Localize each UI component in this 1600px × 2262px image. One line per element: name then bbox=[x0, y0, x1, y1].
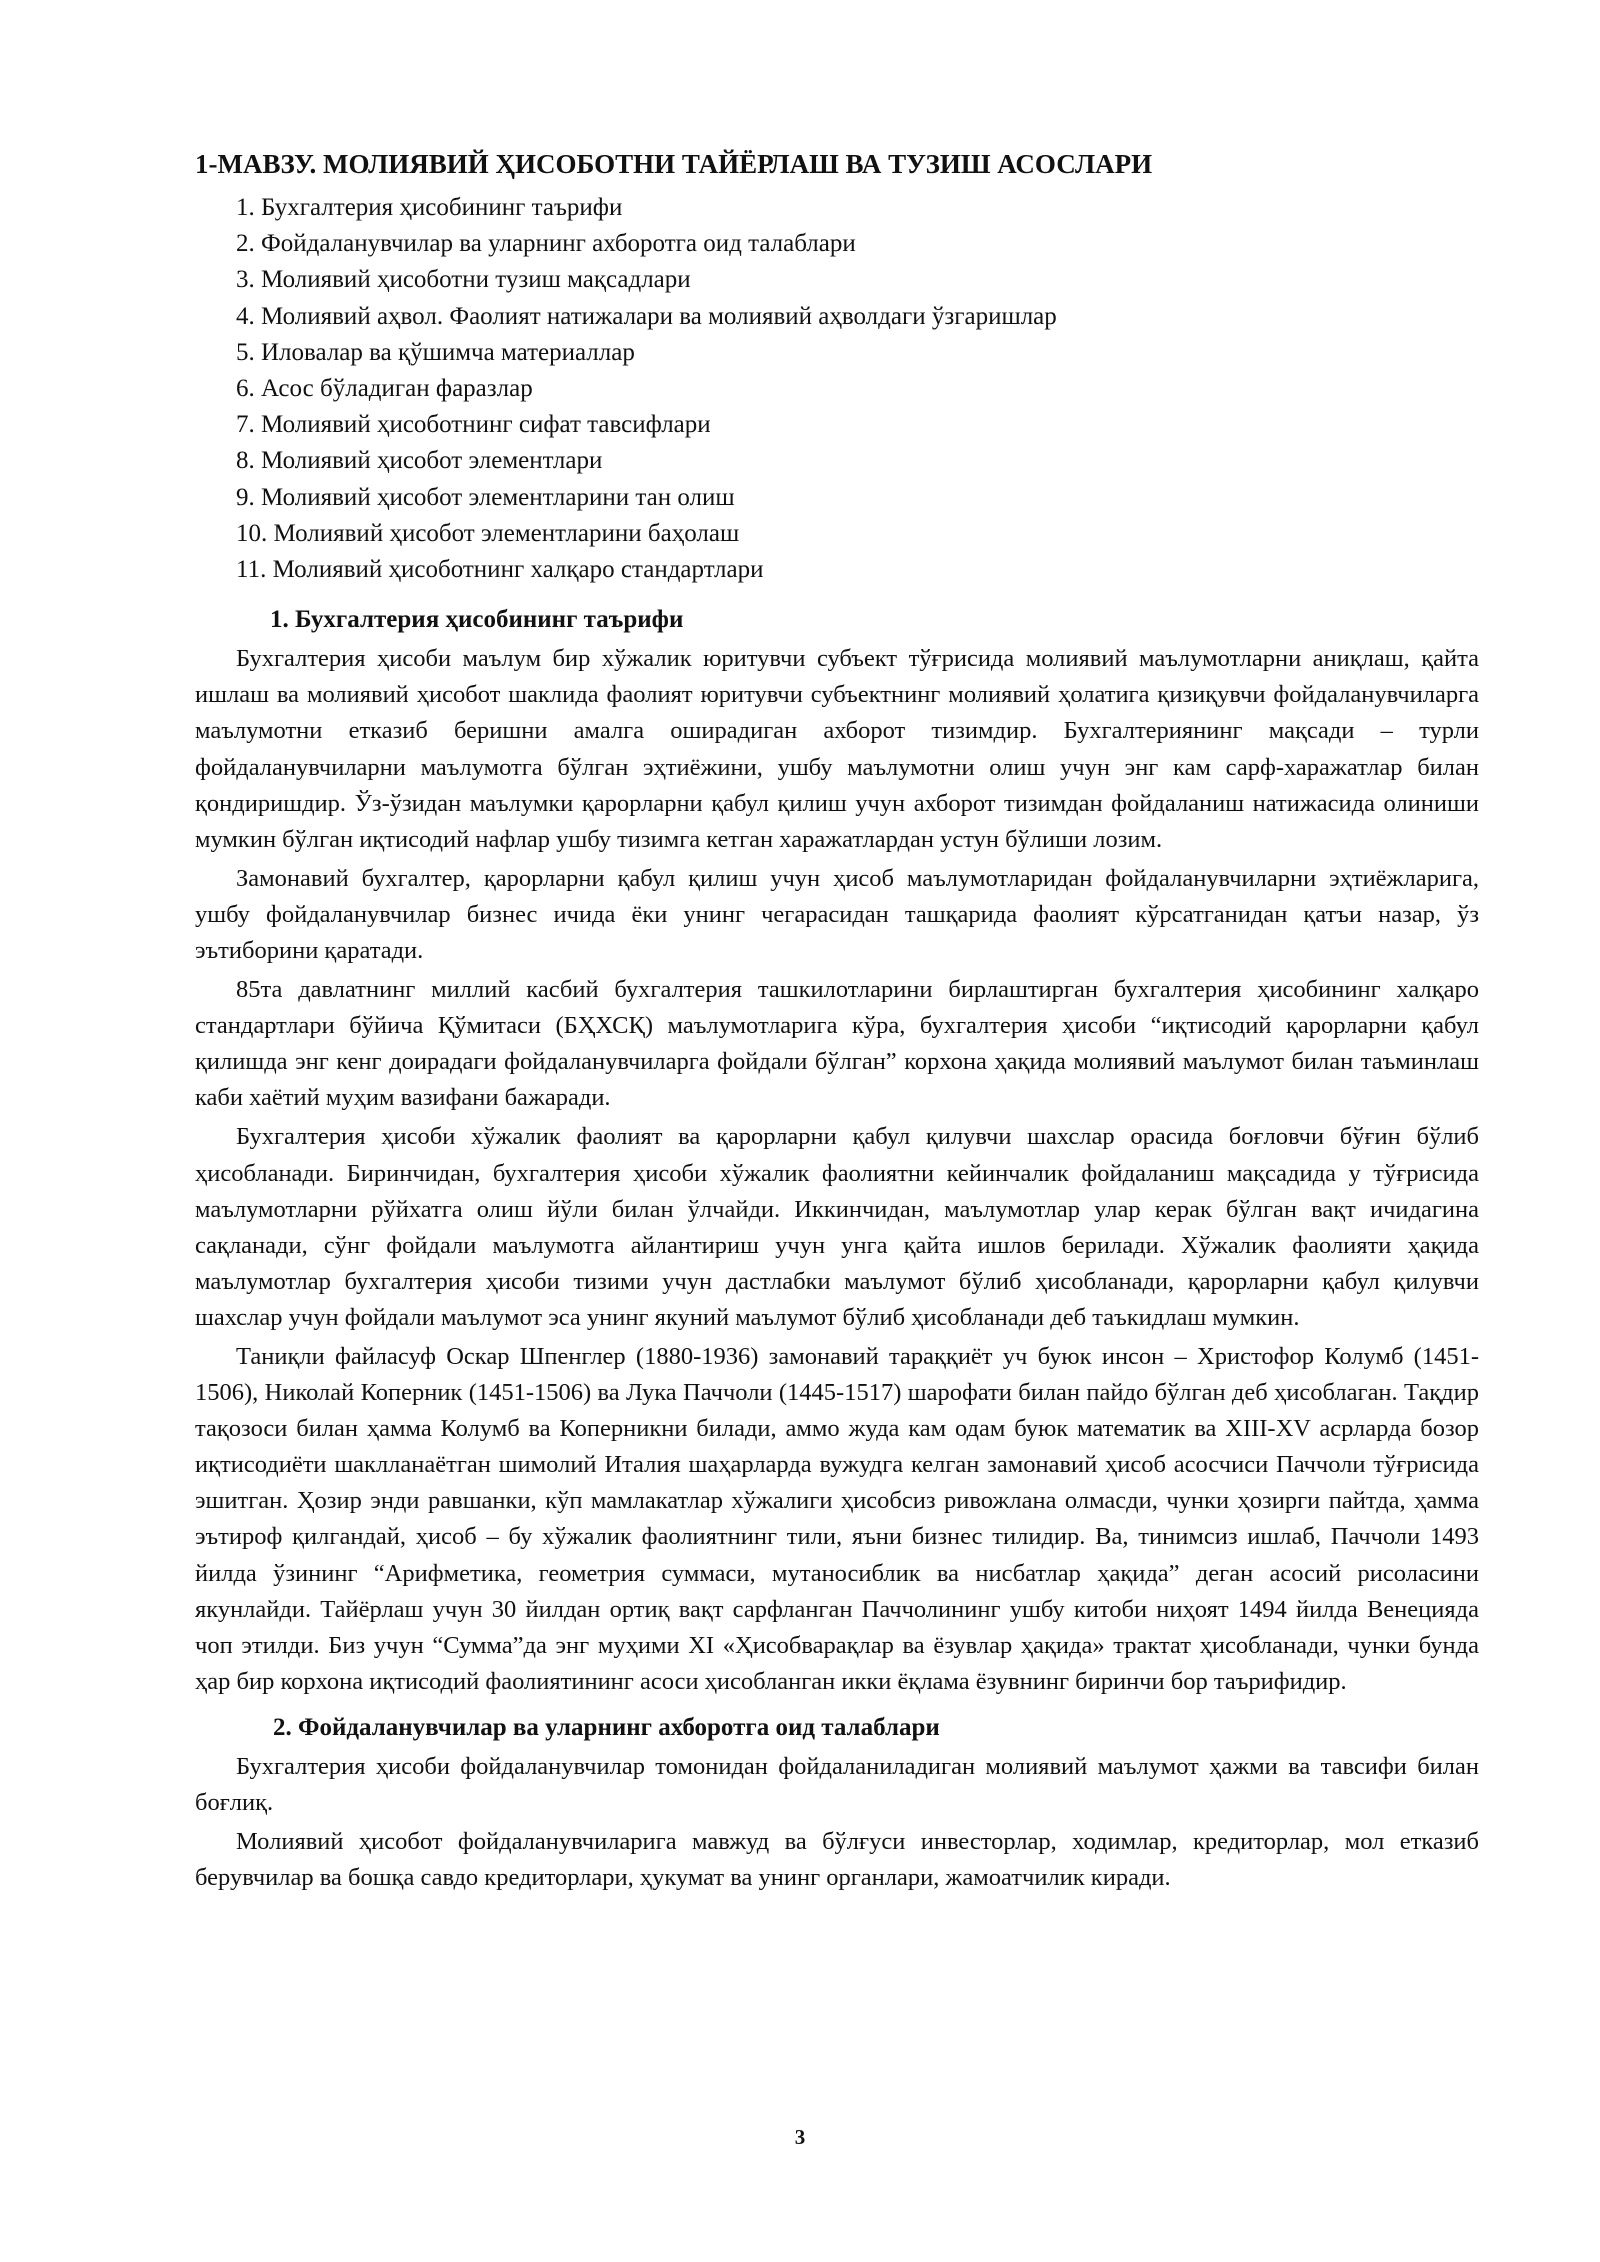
toc-item: 10. Молиявий ҳисобот элементларини баҳолаш bbox=[236, 519, 740, 547]
toc-item: 4. Молиявий аҳвол. Фаолият натижалари ва молиявий аҳволдаги ўзгаришлар bbox=[236, 302, 1057, 330]
toc-item: 8. Молиявий ҳисобот элементлари bbox=[236, 447, 603, 475]
paragraph: Бухгалтерия ҳисоби маълум бир хўжалик юритувчи субъект тўғрисида молиявий маълумотларни аниқлаш, қайта ишлаш ва молиявий ҳисобот шаклида фаолият юритувчи субъектнинг молиявий ҳолатига қизиқувчи фойдаланувчиларга маълумотни етказиб беришни амалга оширадиган ахборот тизимдир. Бухгалтериянинг мақсади – турли фойдаланувчиларни маълумотга бўлган эҳтиёжини, ушбу маълумотни олиш учун энг кам сарф-харажатлар билан қондиришдир. Ўз-ўзидан маълумки қарорларни қабул қилиш учун ахборот тизимдан фойдаланиш натижасида олиниши мумкин бўлган иқтисодий нафлар ушбу тизимга кетган харажатлардан устун бўлиши лозим. bbox=[195, 645, 1479, 853]
toc-item: 7. Молиявий ҳисоботнинг сифат тавсифлари bbox=[236, 411, 711, 439]
paragraph: Таниқли файласуф Оскар Шпенглер (1880-1936) замонавий тараққиёт уч буюк инсон – Христофор Колумб (1451-1506), Николай Коперник (1451-1506) ва Лука Паччоли (1445-1517) шарофати билан пайдо бўлган деб ҳисоблаган. Тақдир тақозоси билан ҳамма Колумб ва Коперникни билади, аммо жуда кам одам буюк математик ва XIII-XV асрларда бозор иқтисодиёти шаклланаётган шимолий Италия шаҳарларда вужудга келган замонавий ҳисоб асосчиси Паччоли тўғрисида эшитган. Ҳозир энди равшанки, кўп мамлакатлар хўжалиги ҳисобсиз ривожлана олмасди, чунки ҳозирги пайтда, ҳамма эътироф қилгандай, ҳисоб – бу хўжалик фаолиятнинг тили, яъни бизнес тилидир. Ва, тинимсиз ишлаб, Паччоли 1493 йилда ўзининг “Арифметика, геометрия суммаси, мутаносиблик ва нисбатлар ҳақида” деган асосий рисоласини якунлайди. Тайёрлаш учун 30 йилдан ортиқ вақт сарфланган Паччолининг ушбу китоби ниҳоят 1494 йилда Венецияда чоп этилди. Биз учун “Сумма”да энг муҳими XI «Ҳисобварақлар ва ёзувлар ҳақида» трактат ҳисобланади, чунки бунда ҳар бир корхона иқтисодий фаолиятининг асоси ҳисобланган икки ёқлама ёзувнинг биринчи бор таърифидир. bbox=[195, 1343, 1479, 1695]
toc-item: 3. Молиявий ҳисоботни тузиш мақсадлари bbox=[236, 266, 691, 294]
paragraph: 85та давлатнинг миллий касбий бухгалтерия ташкилотларини бирлаштирган бухгалтерия ҳисобининг халқаро стандартлари бўйича Қўмитаси (БҲХСҚ) маълумотларига кўра, бухгалтерия ҳисоби “иқтисодий қарорларни қабул қилишда энг кенг доирадаги фойдаланувчиларга фойдали бўлган” корхона ҳақида молиявий маълумот билан таъминлаш каби хаётий муҳим вазифани бажаради. bbox=[195, 976, 1479, 1112]
paragraph: Замонавий бухгалтер, қарорларни қабул қилиш учун ҳисоб маълумотларидан фойдаланувчиларни эҳтиёжларига, ушбу фойдаланувчилар бизнес ичида ёки унинг чегарасидан ташқарида фаолият кўрсатганидан қатъи назар, ўз эътиборини қаратади. bbox=[195, 864, 1479, 964]
paragraph: Молиявий ҳисобот фойдаланувчиларига мавжуд ва бўлғуси инвесторлар, ходимлар, кредиторлар, мол етказиб берувчилар ва бошқа савдо кредиторлари, ҳукумат ва унинг органлари, жамоатчилик киради. bbox=[195, 1828, 1479, 1892]
paragraph: Бухгалтерия ҳисоби хўжалик фаолият ва қарорларни қабул қилувчи шахслар орасида боғловчи бўғин бўлиб ҳисобланади. Биринчидан, бухгалтерия ҳисоби хўжалик фаолиятни кейинчалик фойдаланиш мақсадида у тўғрисида маълумотларни рўйхатга олиш йўли билан ўлчайди. Иккинчидан, маълумотлар улар керак бўлган вақт ичидагина сақланади, сўнг фойдали маълумотга айлантириш учун унга қайта ишлов берилади. Хўжалик фаолияти ҳақида маълумотлар бухгалтерия ҳисоби тизими учун дастлабки маълумот бўлиб ҳисобланади, қарорларни қабул қилувчи шахслар учун фойдали маълумот эса унинг якуний маълумот бўлиб ҳисобланади деб таъкидлаш мумкин. bbox=[195, 1123, 1479, 1331]
toc-item: 9. Молиявий ҳисобот элементларини тан олиш bbox=[236, 483, 735, 511]
toc-item: 5. Иловалар ва қўшимча материаллар bbox=[236, 338, 635, 366]
document-page bbox=[195, 146, 1479, 1899]
toc-item: 1. Бухгалтерия ҳисобининг таърифи bbox=[236, 194, 623, 221]
page-number: 3 bbox=[794, 2125, 806, 2149]
table-of-contents bbox=[195, 190, 1479, 588]
toc-item: 6. Асос бўладиган фаразлар bbox=[236, 375, 533, 403]
section-heading-1: 1. Бухгалтерия ҳисобининг таърифи bbox=[270, 606, 684, 634]
document-title: 1-МАВЗУ. МОЛИЯВИЙ ҲИСОБОТНИ ТАЙЁРЛАШ ВА ТУЗИШ АСОСЛАРИ bbox=[195, 149, 1153, 179]
toc-item: 11. Молиявий ҳисоботнинг халқаро стандартлари bbox=[236, 556, 764, 584]
paragraph: Бухгалтерия ҳисоби фойдаланувчилар томонидан фойдаланиладиган молиявий маълумот ҳажми ва тавсифи билан боғлиқ. bbox=[195, 1752, 1479, 1817]
toc-item: 2. Фойдаланувчилар ва уларнинг ахборотга оид талаблари bbox=[236, 230, 856, 258]
section-heading-2: 2. Фойдаланувчилар ва уларнинг ахборотга оид талаблари bbox=[273, 1713, 940, 1741]
